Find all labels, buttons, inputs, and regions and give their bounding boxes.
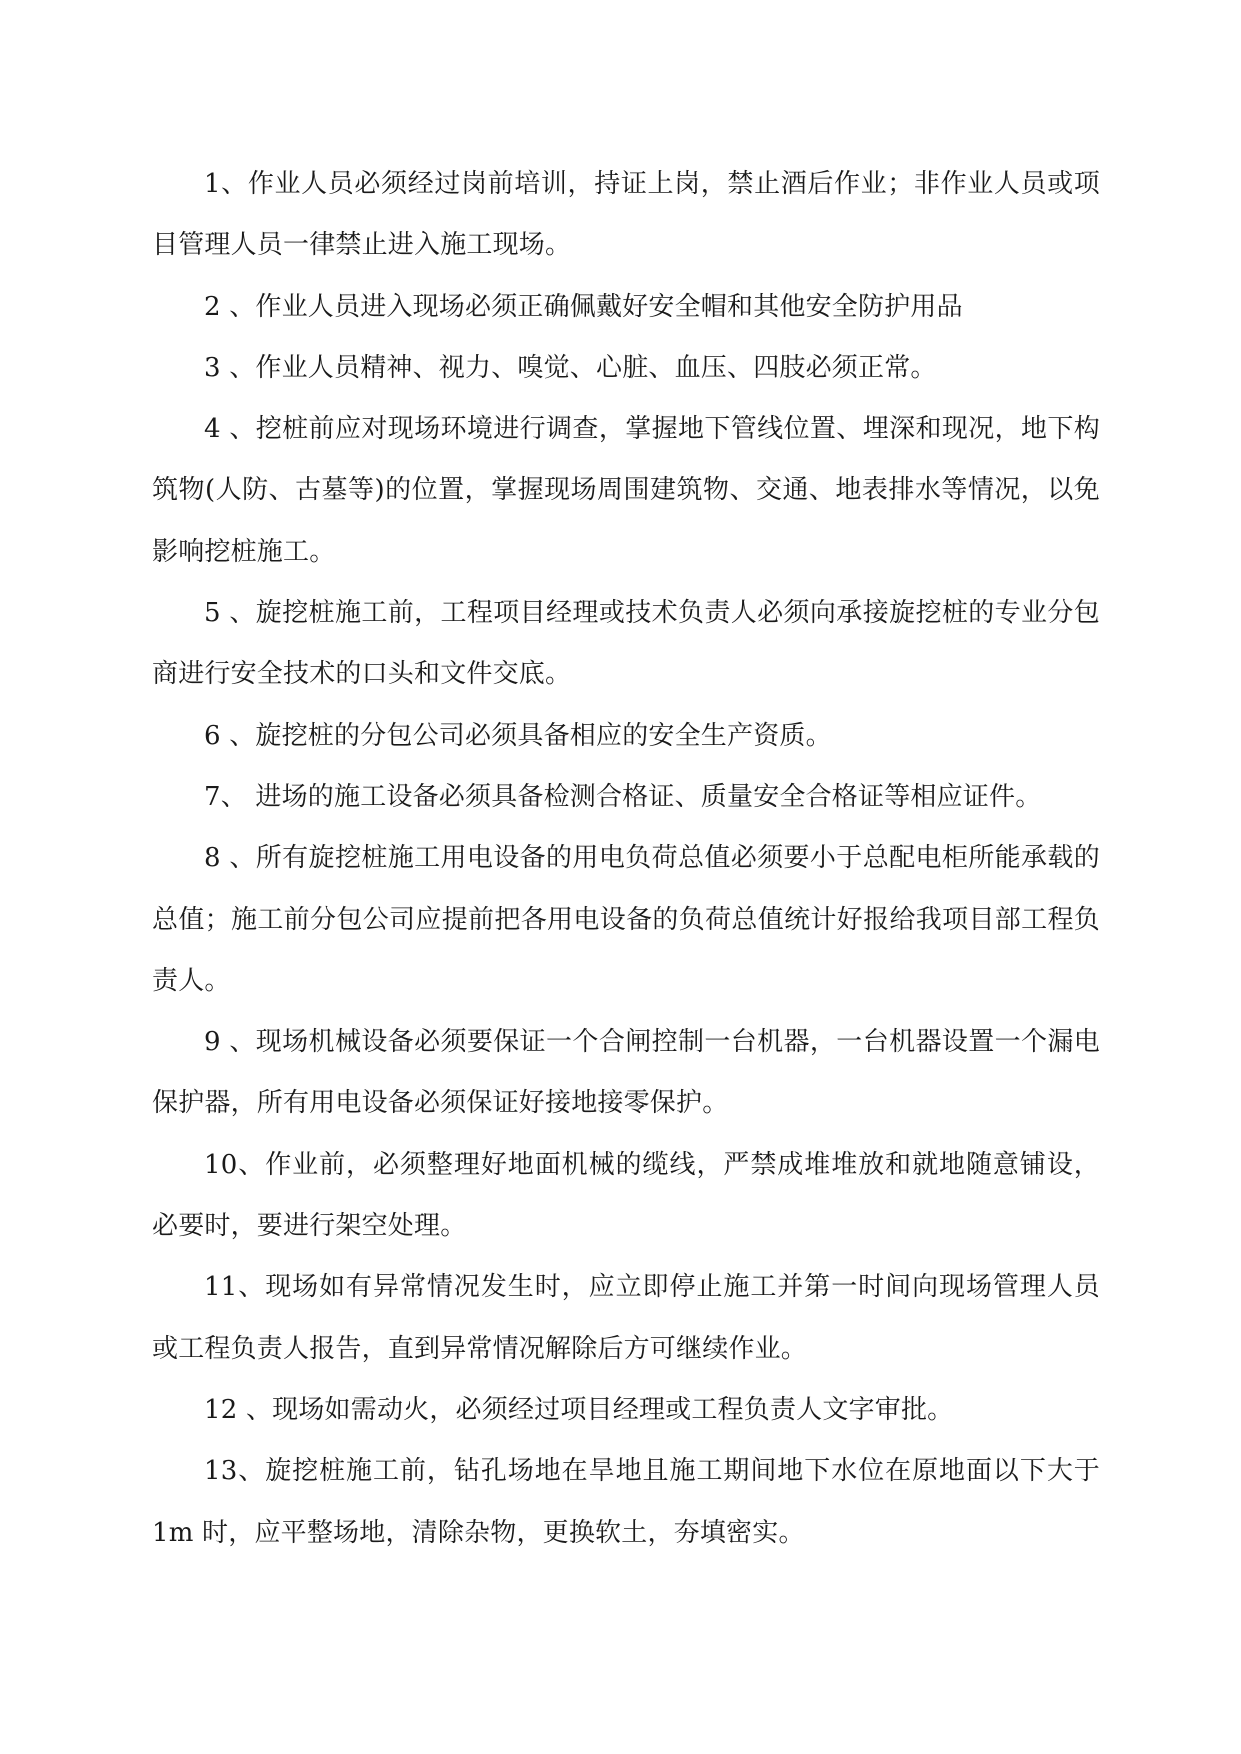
paragraph-10: 10、作业前，必须整理好地面机械的缆线，严禁成堆堆放和就地随意铺设，必要时，要进行架空处理。 bbox=[152, 1149, 1100, 1242]
paragraph-12: 12 、现场如需动火，必须经过项目经理或工程负责人文字审批。 bbox=[204, 1394, 954, 1425]
paragraph-9: 9 、现场机械设备必须要保证一个合闸控制一台机器，一台机器设置一个漏电保护器，所有用电设备必须保证好接地接零保护。 bbox=[152, 1027, 1100, 1119]
paragraph-2: 2 、作业人员进入现场必须正确佩戴好安全帽和其他安全防护用品 bbox=[204, 291, 963, 322]
paragraph-1: 1、作业人员必须经过岗前培训，持证上岗，禁止酒后作业；非作业人员或项目管理人员一律禁止进入施工现场。 bbox=[152, 169, 1100, 261]
paragraph-6: 6 、旋挖桩的分包公司必须具备相应的安全生产资质。 bbox=[204, 720, 832, 751]
paragraph-13: 13、旋挖桩施工前，钻孔场地在旱地且施工期间地下水位在原地面以下大于 1m 时，应平整场地，清除杂物，更换软土，夯填密实。 bbox=[152, 1456, 1100, 1548]
paragraph-11: 11、现场如有异常情况发生时，应立即停止施工并第一时间向现场管理人员或工程负责人报告，直到异常情况解除后方可继续作业。 bbox=[152, 1272, 1100, 1364]
paragraph-5: 5 、旋挖桩施工前，工程项目经理或技术负责人必须向承接旋挖桩的专业分包商进行安全技术的口头和文件交底。 bbox=[152, 598, 1100, 690]
paragraph-8: 8 、所有旋挖桩施工用电设备的用电负荷总值必须要小于总配电柜所能承载的总值；施工前分包公司应提前把各用电设备的负荷总值统计好报给我项目部工程负责人。 bbox=[152, 843, 1100, 996]
document-body bbox=[152, 154, 1100, 1564]
paragraph-7: 7、 进场的施工设备必须具备检测合格证、质量安全合格证等相应证件。 bbox=[204, 781, 1042, 812]
paragraph-4: 4 、挖桩前应对现场环境进行调查，掌握地下管线位置、埋深和现况，地下构筑物(人防、古墓等)的位置，掌握现场周围建筑物、交通、地表排水等情况，以免影响挖桩施工。 bbox=[152, 414, 1100, 567]
paragraph-3: 3 、作业人员精神、视力、嗅觉、心脏、血压、四肢必须正常。 bbox=[204, 352, 937, 383]
